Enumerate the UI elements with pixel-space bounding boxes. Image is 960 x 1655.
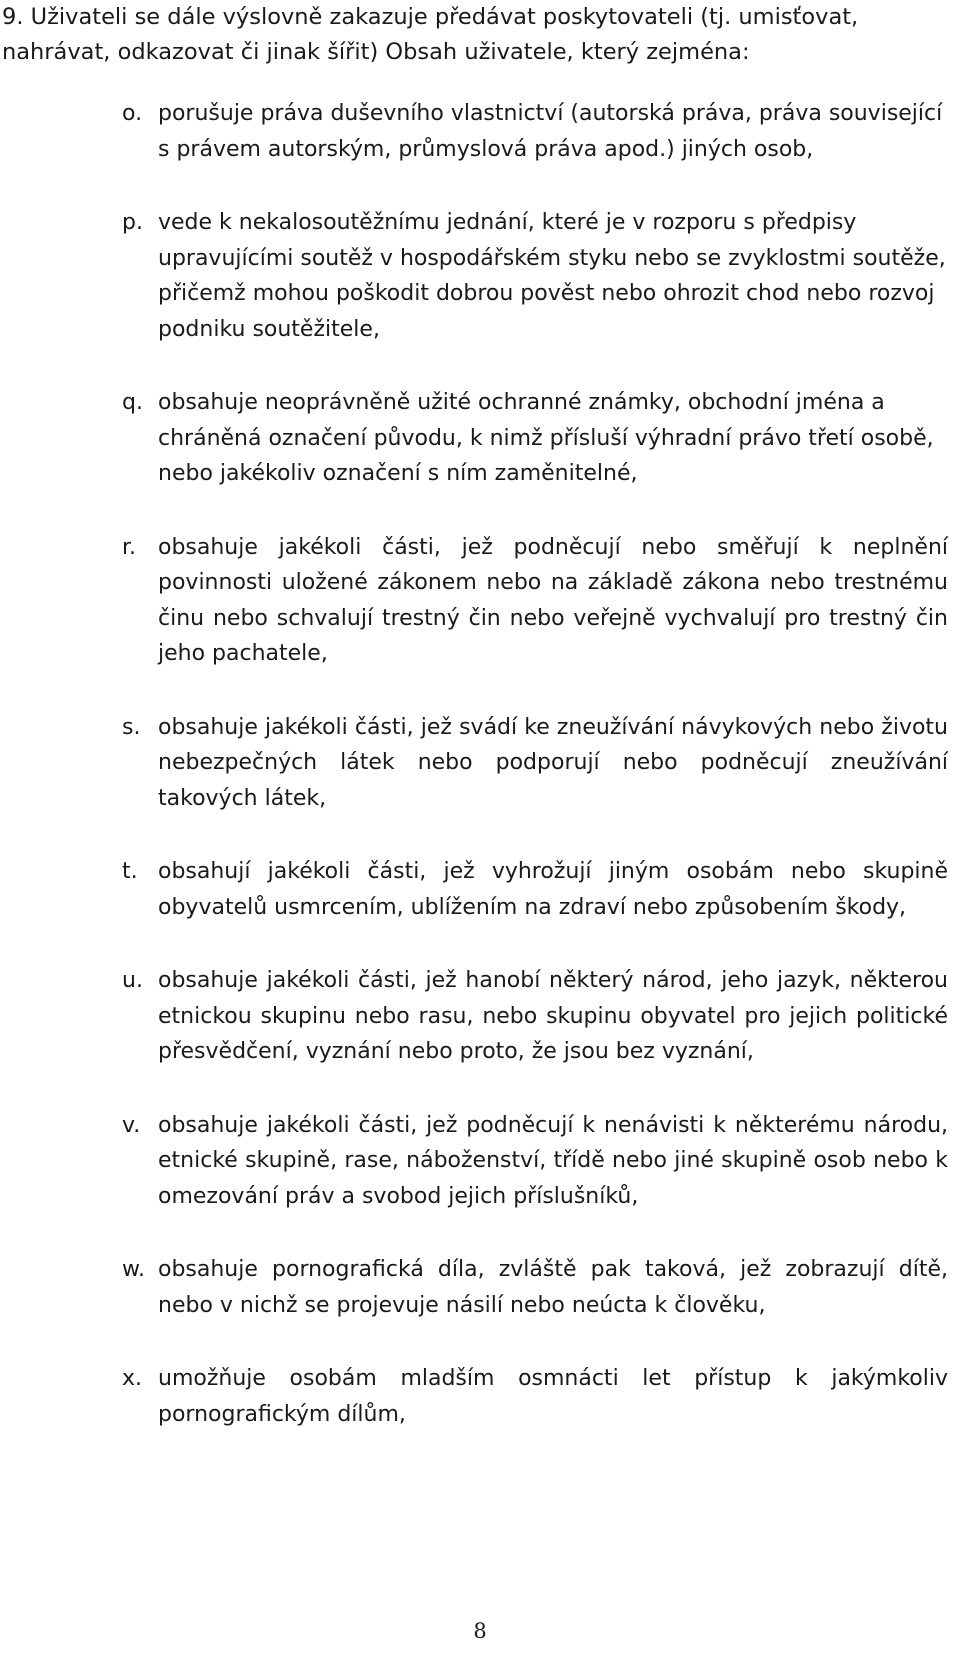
list-item-text: obsahuje jakékoli části, jež svádí ke zneužívání návykových nebo životu nebezpečných látek nebo podporují nebo podněcují zneužívání takových látek,: [158, 714, 948, 811]
list-item-text: obsahuje jakékoli části, jež podněcují k nenávisti k některému národu, etnické skupině, rase, náboženství, třídě nebo jiné skupině osob nebo k omezování práv a svobod jejich příslušníků,: [158, 1112, 948, 1209]
list-item-text: obsahuje pornografická díla, zvláště pak taková, jež zobrazují dítě, nebo v nichž se projevuje násilí nebo neúcta k člověku,: [158, 1257, 948, 1318]
list-marker: s.: [122, 714, 141, 740]
list-item-t: [122, 854, 948, 925]
list-item-text: obsahuje neoprávněně užité ochranné známky, obchodní jména a chráněná označení původu, k nimž přísluší výhradní právo třetí osobě, nebo jakékoliv označení s ním zaměnitelné,: [158, 390, 934, 486]
list-item-v: [122, 1108, 948, 1215]
list-marker: q.: [122, 390, 143, 415]
list-item-text: umožňuje osobám mladším osmnácti let přístup k jakýmkoliv pornografickým dílům,: [158, 1366, 948, 1427]
list-marker: u.: [122, 968, 143, 993]
list-item-q: [122, 385, 948, 492]
list-marker: v.: [122, 1112, 141, 1138]
list-item-u: [122, 963, 948, 1070]
list-marker: w.: [122, 1257, 145, 1282]
clause-intro-text: Uživateli se dále výslovně zakazuje předávat poskytovateli (tj. umisťovat, nahrávat, odkazovat či jinak šířit) Obsah uživatele, který zejména:: [2, 4, 859, 65]
list-item-text: porušuje práva duševního vlastnictví (autorská práva, práva související s právem autorským, průmyslová práva apod.) jiných osob,: [158, 101, 943, 162]
clause-number: 9.: [2, 4, 24, 30]
list-item-o: [122, 96, 948, 167]
clause-9-intro: [2, 0, 947, 70]
list-item-s: [122, 710, 948, 817]
list-item-text: obsahuje jakékoli části, jež hanobí některý národ, jeho jazyk, některou etnickou skupinu nebo rasu, nebo skupinu obyvatel pro jejich politické přesvědčení, vyznání nebo proto, že jsou bez vyznání,: [158, 968, 948, 1064]
list-marker: r.: [122, 534, 137, 560]
list-marker: t.: [122, 859, 138, 884]
list-item-text: vede k nekalosoutěžnímu jednání, které je v rozporu s předpisy upravujícími soutěž v hospodářském styku nebo se zvyklostmi soutěže, přičemž mohou poškodit dobrou pověst nebo ohrozit chod nebo rozvoj podniku soutěžitele,: [158, 210, 946, 342]
list-item-r: [122, 530, 948, 672]
list-item-x: [122, 1361, 948, 1432]
list-item-text: obsahuje jakékoli části, jež podněcují nebo směřují k neplnění povinnosti uložené zákonem nebo na základě zákona nebo trestnému činu nebo schvalují trestný čin nebo veřejně vychvalují pro trestný čin jeho pachatele,: [158, 534, 948, 666]
list-marker: o.: [122, 101, 143, 126]
list-marker: x.: [122, 1366, 143, 1391]
list-item-text: obsahují jakékoli části, jež vyhrožují jiným osobám nebo skupině obyvatelů usmrcením, ublížením na zdraví nebo způsobením škody,: [158, 859, 948, 920]
page-number: 8: [473, 1619, 487, 1643]
list-item-w: [122, 1252, 948, 1323]
prohibited-content-list: [122, 96, 948, 1470]
list-item-p: [122, 205, 948, 347]
list-marker: p.: [122, 210, 143, 235]
